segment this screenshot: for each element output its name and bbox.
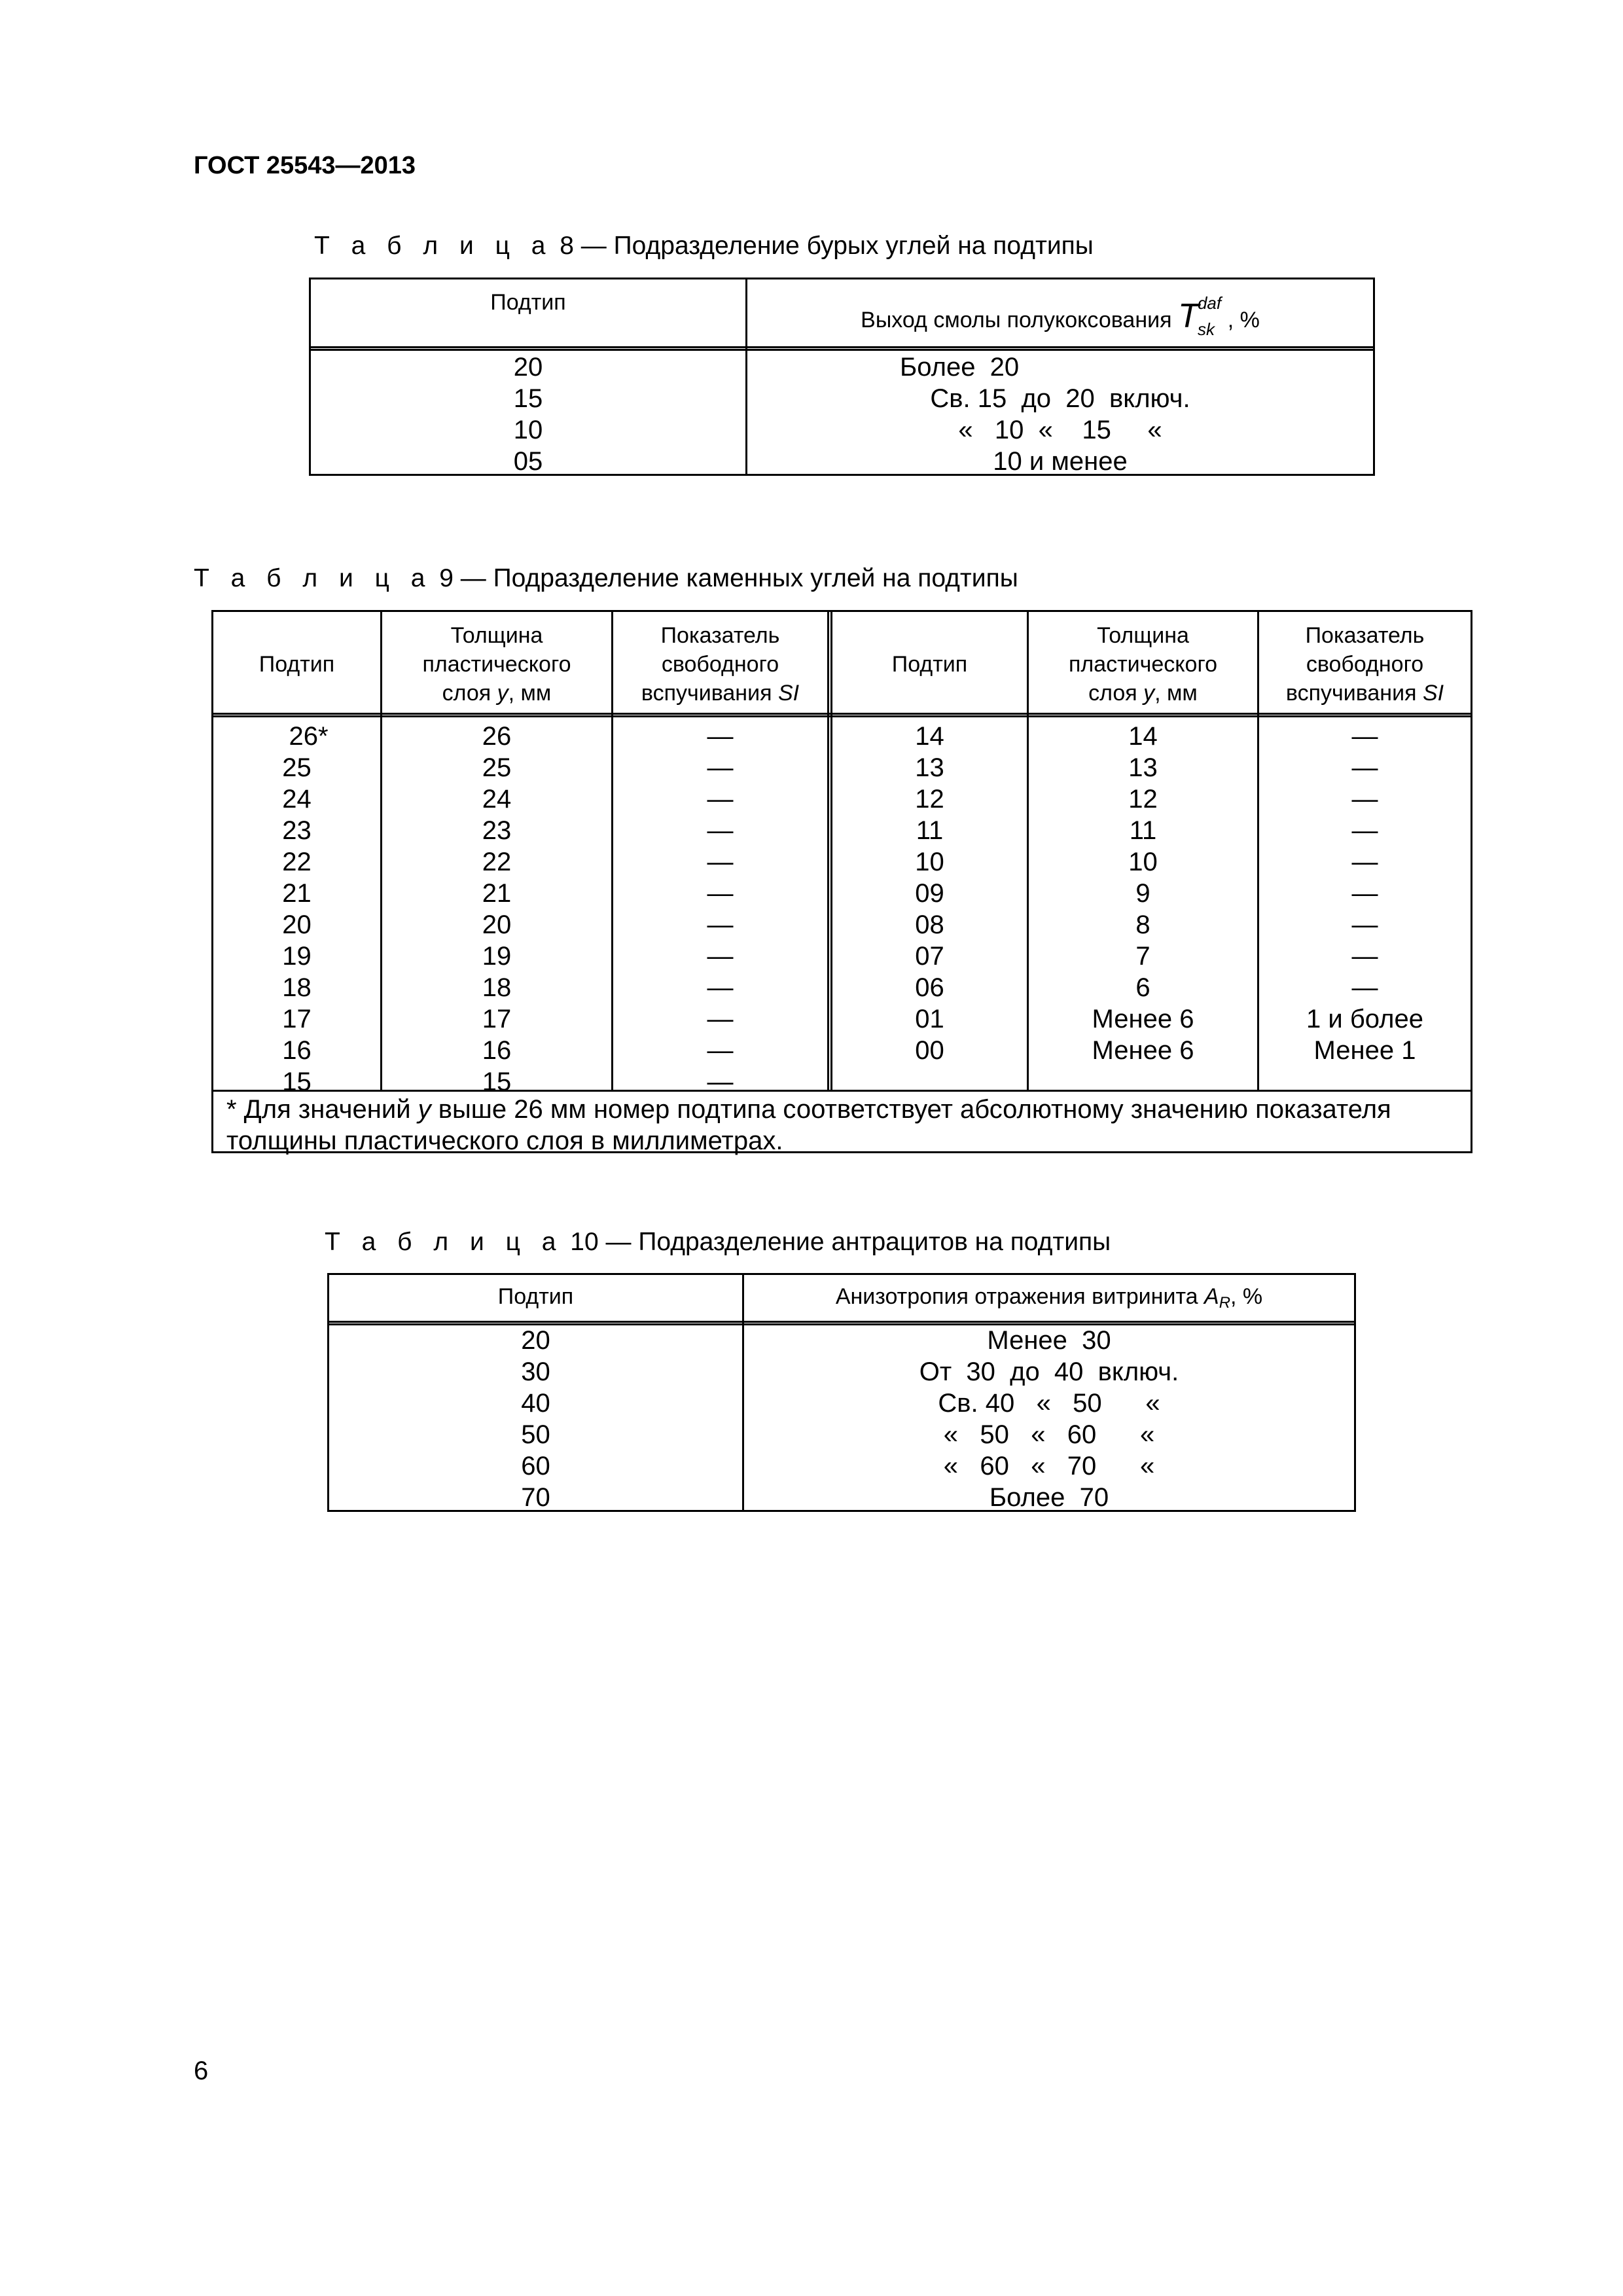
table-cell: Более 70 bbox=[989, 1483, 1109, 1512]
table-cell: 15 bbox=[282, 1067, 312, 1096]
table-cell: От 30 до 40 включ. bbox=[919, 1357, 1179, 1386]
table-cell: 20 bbox=[513, 353, 543, 382]
table-cell: 20 bbox=[482, 910, 512, 939]
table-cell: 25 bbox=[482, 753, 512, 782]
table-cell: 08 bbox=[915, 910, 944, 939]
table-cell: 19 bbox=[282, 942, 312, 971]
header-variable: SI bbox=[777, 681, 800, 706]
table-cell: 12 bbox=[1128, 785, 1158, 814]
table-cell: 24 bbox=[282, 785, 312, 814]
table10-caption-text: 10 — Подразделение антрацитов на подтипы bbox=[570, 1228, 1111, 1256]
tsk-symbol-sup: daf bbox=[1197, 293, 1222, 313]
header-line: пластического bbox=[1068, 652, 1218, 677]
table10-caption-label: Т а б л и ц а bbox=[325, 1228, 563, 1256]
table-cell: — bbox=[707, 785, 734, 814]
table-cell: 20 bbox=[282, 910, 312, 939]
header-text: , мм bbox=[1154, 681, 1198, 706]
table8-caption-text: 8 — Подразделение бурых углей на подтипы bbox=[560, 232, 1094, 260]
tsk-symbol-letter: T bbox=[1177, 297, 1199, 335]
table-cell: Менее 6 bbox=[1092, 1036, 1194, 1065]
table-cell: — bbox=[1351, 879, 1378, 908]
table-cell: 23 bbox=[282, 816, 312, 845]
table-cell: 26 bbox=[482, 722, 512, 751]
header-line bbox=[1286, 679, 1444, 708]
table-cell: — bbox=[707, 879, 734, 908]
table-cell: 24 bbox=[482, 785, 512, 814]
table-cell: 10 bbox=[1128, 848, 1158, 876]
table9-footnote bbox=[226, 1094, 1457, 1157]
table-cell: 40 bbox=[521, 1389, 550, 1418]
tsk-symbol bbox=[1177, 293, 1222, 339]
header-variable: y bbox=[497, 681, 508, 706]
table-cell: « 60 « 70 « bbox=[943, 1452, 1155, 1480]
header-line: пластического bbox=[422, 652, 571, 677]
table-cell: — bbox=[707, 753, 734, 782]
table-cell: 22 bbox=[282, 848, 312, 876]
header-line: Толщина bbox=[1097, 623, 1189, 648]
table-cell: 23 bbox=[482, 816, 512, 845]
table-cell: 20 bbox=[521, 1326, 550, 1355]
header-text: слоя bbox=[1088, 681, 1144, 706]
table-cell: 12 bbox=[915, 785, 944, 814]
table-cell: Менее 6 bbox=[1092, 1005, 1194, 1033]
header-text: вспучивания bbox=[641, 681, 778, 706]
table9-caption-label: Т а б л и ц а bbox=[194, 564, 433, 592]
header-line: Толщина bbox=[450, 623, 543, 648]
table-cell: 21 bbox=[282, 879, 312, 908]
header-line: Показатель bbox=[660, 623, 780, 648]
table-cell: 11 bbox=[1129, 816, 1157, 845]
table-cell: 18 bbox=[482, 973, 512, 1002]
header-line: свободного bbox=[1306, 652, 1424, 677]
table-cell: — bbox=[1351, 816, 1378, 845]
table-cell: 14 bbox=[1128, 722, 1158, 751]
table-cell: — bbox=[707, 910, 734, 939]
table-cell: Более 20 bbox=[900, 353, 1020, 382]
table10-header-unit: , % bbox=[1230, 1284, 1263, 1309]
table-cell: — bbox=[707, 973, 734, 1002]
table-cell: — bbox=[1351, 785, 1378, 814]
table-cell: Св. 40 « 50 « bbox=[938, 1389, 1160, 1418]
ar-symbol-sub: R bbox=[1219, 1294, 1231, 1312]
table-cell: 8 bbox=[1135, 910, 1150, 939]
table10 bbox=[327, 1273, 1356, 1512]
table9-header-subtype-right: Подтип bbox=[891, 652, 968, 677]
table9-header-thickness-right bbox=[1029, 616, 1257, 713]
table-cell: 07 bbox=[915, 942, 944, 971]
table10-header-subtype: Подтип bbox=[497, 1284, 574, 1309]
table-cell: 05 bbox=[513, 447, 543, 476]
table-cell: 16 bbox=[282, 1036, 312, 1065]
table10-caption bbox=[325, 1228, 1111, 1257]
table-cell: 10 bbox=[915, 848, 944, 876]
table-cell: 10 и менее bbox=[993, 447, 1128, 476]
document-id: ГОСТ 25543—2013 bbox=[194, 152, 416, 179]
table8-caption-label: Т а б л и ц а bbox=[314, 232, 553, 260]
table-cell: 6 bbox=[1135, 973, 1150, 1002]
table-cell: — bbox=[1351, 848, 1378, 876]
table-cell: 19 bbox=[482, 942, 512, 971]
table9-header-thickness bbox=[382, 616, 611, 713]
table-cell: Менее 1 bbox=[1313, 1036, 1416, 1065]
table-cell: — bbox=[707, 942, 734, 971]
table-cell: — bbox=[707, 1067, 734, 1096]
table9-header-separator bbox=[213, 713, 1471, 717]
table-cell: 01 bbox=[915, 1005, 944, 1033]
table9-caption-text: 9 — Подразделение каменных углей на подтипы bbox=[439, 564, 1018, 592]
table-cell: 9 bbox=[1135, 879, 1150, 908]
table8-header-separator bbox=[311, 346, 1373, 351]
table-cell: 16 bbox=[482, 1036, 512, 1065]
tsk-symbol-sub: sk bbox=[1197, 319, 1215, 339]
footnote-text: * Для значений bbox=[226, 1095, 418, 1124]
footnote-variable: y bbox=[418, 1095, 431, 1124]
table-cell: 15 bbox=[513, 384, 543, 413]
table9-header-swelling bbox=[613, 616, 827, 713]
ar-symbol: A bbox=[1204, 1284, 1219, 1309]
table-cell: Менее 30 bbox=[987, 1326, 1111, 1355]
table-cell: 26* bbox=[289, 722, 329, 751]
page-number: 6 bbox=[194, 2056, 209, 2085]
table-cell: 11 bbox=[916, 816, 944, 845]
table8-caption bbox=[314, 232, 1094, 260]
table-cell: « 10 « 15 « bbox=[958, 416, 1162, 444]
table10-header-separator bbox=[329, 1321, 1354, 1325]
header-line: Показатель bbox=[1305, 623, 1425, 648]
table8 bbox=[309, 278, 1375, 476]
table-cell: 50 bbox=[521, 1420, 550, 1449]
footnote-text: выше 26 мм номер подтипа соответствует абсолютному значению показателя толщины пластического слоя в миллиметрах. bbox=[226, 1095, 1391, 1155]
table-cell: 18 bbox=[282, 973, 312, 1002]
table-cell: 1 и более bbox=[1306, 1005, 1423, 1033]
table-cell: 30 bbox=[521, 1357, 550, 1386]
table-cell: — bbox=[707, 1005, 734, 1033]
table9-header-swelling-right bbox=[1259, 616, 1471, 713]
table-cell: 21 bbox=[482, 879, 512, 908]
table-cell: Св. 15 до 20 включ. bbox=[930, 384, 1190, 413]
table8-header-tar-yield bbox=[747, 293, 1373, 339]
table-cell: 14 bbox=[915, 722, 944, 751]
table-cell: — bbox=[707, 722, 734, 751]
table-cell: 70 bbox=[521, 1483, 550, 1512]
table8-header-unit: , % bbox=[1227, 308, 1260, 332]
table9-caption bbox=[194, 564, 1018, 593]
table-cell: 60 bbox=[521, 1452, 550, 1480]
table-cell: 17 bbox=[282, 1005, 312, 1033]
table-cell: 17 bbox=[482, 1005, 512, 1033]
header-line bbox=[641, 679, 799, 708]
table-cell: 7 bbox=[1135, 942, 1150, 971]
table-cell: — bbox=[707, 1036, 734, 1065]
table-cell: 06 bbox=[915, 973, 944, 1002]
header-line: свободного bbox=[661, 652, 779, 677]
table-cell: 09 bbox=[915, 879, 944, 908]
table-cell: 22 bbox=[482, 848, 512, 876]
table-cell: 15 bbox=[482, 1067, 512, 1096]
header-variable: y bbox=[1143, 681, 1155, 706]
header-text: , мм bbox=[508, 681, 552, 706]
table-cell: « 50 « 60 « bbox=[943, 1420, 1155, 1449]
table-cell: — bbox=[1351, 973, 1378, 1002]
table8-header-tar-yield-text: Выход смолы полукоксования bbox=[861, 308, 1178, 332]
table-cell: 00 bbox=[915, 1036, 944, 1065]
table-cell: — bbox=[707, 848, 734, 876]
header-line bbox=[422, 679, 571, 708]
table-cell: — bbox=[1351, 722, 1378, 751]
table-cell: 10 bbox=[513, 416, 543, 444]
table10-header-anisotropy-text: Анизотропия отражения витринита bbox=[835, 1284, 1204, 1309]
header-text: вспучивания bbox=[1285, 681, 1423, 706]
table9-double-divider bbox=[827, 612, 832, 1092]
header-variable: SI bbox=[1422, 681, 1444, 706]
header-text: слоя bbox=[442, 681, 497, 706]
table-cell: — bbox=[1351, 753, 1378, 782]
table-cell: 13 bbox=[1128, 753, 1158, 782]
table-cell: 25 bbox=[282, 753, 312, 782]
table-cell: — bbox=[1351, 910, 1378, 939]
table9-header-subtype: Подтип bbox=[259, 652, 335, 677]
table9 bbox=[211, 610, 1472, 1153]
table-cell: — bbox=[1351, 942, 1378, 971]
table-cell: — bbox=[707, 816, 734, 845]
header-line bbox=[1069, 679, 1217, 708]
table-cell: 13 bbox=[915, 753, 944, 782]
table10-header-anisotropy bbox=[744, 1284, 1354, 1312]
table8-header-subtype: Подтип bbox=[490, 290, 566, 315]
